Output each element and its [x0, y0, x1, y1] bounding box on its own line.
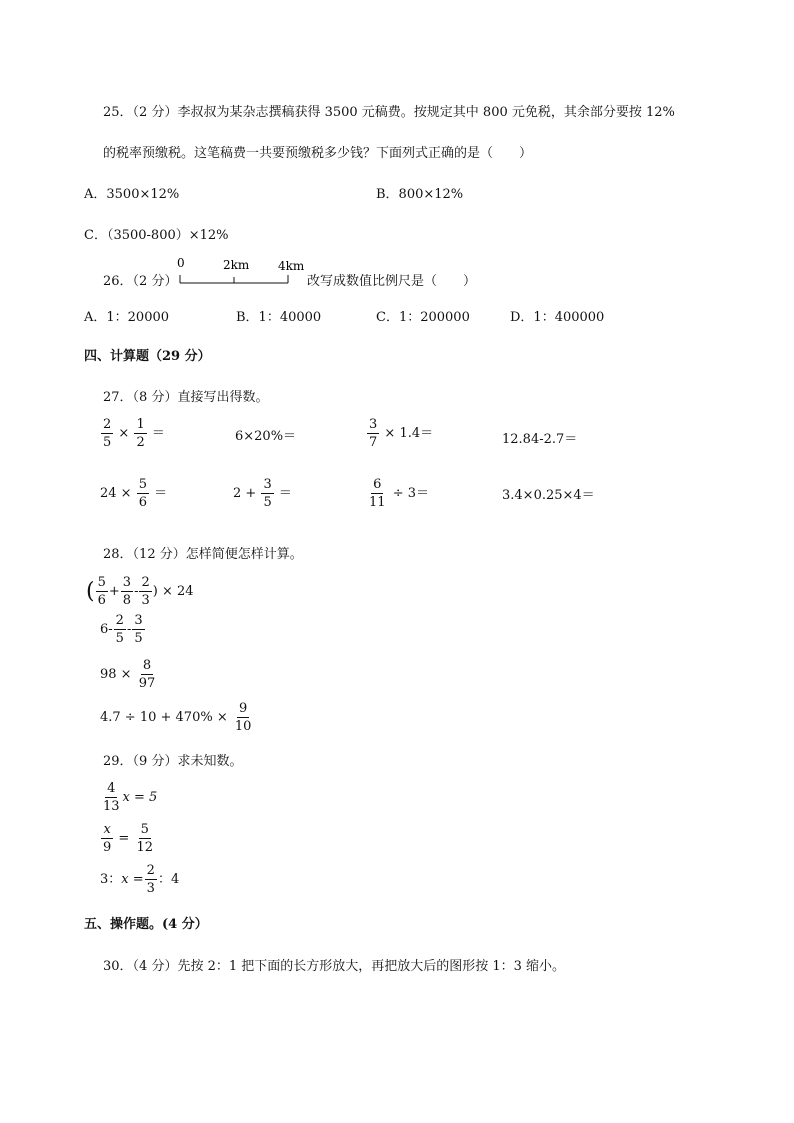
q27-expr-6: 2 + $\frac{3}{5}$ ＝ — [233, 477, 292, 510]
q30-text: 30．（4 分）先按 2：1 把下面的长方形放大，再把放大后的图形按 1：3 缩小。 — [103, 959, 566, 974]
q27-expr-3: $\frac{3}{7}$ × 1.4＝ — [369, 417, 434, 450]
q25-option-a: A．3500×12% — [84, 187, 180, 202]
q26-suffix: 改写成数值比例尺是（ ） — [307, 274, 477, 289]
q27-expr-7: $\frac{6}{11}$ ÷ 3＝ — [369, 477, 429, 510]
section-5-heading: 五、操作题。(4 分） — [84, 917, 208, 932]
q27-expr-4: 12.84-2.7＝ — [502, 432, 578, 447]
q26-option-b: B．1：40000 — [236, 310, 322, 325]
q28-expr-3: 98 × $\frac{8}{97}$ — [100, 658, 156, 691]
q27-expr-2: 6×20%＝ — [235, 429, 297, 444]
scale-label-4km: 4km — [278, 259, 305, 273]
q29-expr-1: $\frac{4}{13}$ x = 5 — [103, 781, 158, 814]
section-4-heading: 四、计算题（29 分） — [84, 349, 211, 364]
q25-line2: 的税率预缴税。这笔稿费一共要预缴税多少钱？下面列式正确的是（ ） — [103, 146, 533, 161]
q29-expr-3: 3：x = $\frac{2}{3}$ ：4 — [100, 863, 180, 896]
q29-expr-2: $\frac{x}{9}$ = $\frac{5}{12}$ — [103, 822, 154, 855]
q29-title: 29．（9 分）求未知数。 — [103, 754, 243, 769]
q25-option-c: C．（3500-800）×12% — [84, 228, 229, 243]
scale-label-2km: 2km — [223, 258, 250, 272]
q28-expr-2: 6- $\frac{2}{5}$ - $\frac{3}{5}$ — [100, 613, 143, 646]
q27-title: 27．（8 分）直接写出得数。 — [103, 390, 269, 405]
q26-prefix: 26．（2 分） — [103, 274, 178, 289]
scale-label-0: 0 — [177, 256, 185, 270]
q28-expr-1: ( $\frac{5}{6}$ + $\frac{3}{8}$ - $\frac{2}{3}$ ) × 24 — [86, 575, 194, 608]
q26-option-d: D．1：400000 — [510, 310, 605, 325]
q27-expr-1: $\frac{2}{5}$ × $\frac{1}{2}$ ＝ — [103, 417, 165, 450]
q25-line1: 25．（2 分）李叔叔为某杂志撰稿获得 3500 元稿费。按规定其中 800 元免税，其余部分要按 12% — [103, 105, 675, 120]
q25-option-b: B．800×12% — [376, 187, 464, 202]
q26-option-c: C．1：200000 — [376, 310, 470, 325]
q26-option-a: A．1：20000 — [84, 310, 170, 325]
q28-title: 28．（12 分）怎样简便怎样计算。 — [103, 547, 303, 562]
q27-expr-5: 24 × $\frac{5}{6}$ ＝ — [100, 477, 168, 510]
q28-expr-4: 4.7 ÷ 10 + 470% × $\frac{9}{10}$ — [100, 701, 252, 734]
q27-expr-8: 3.4×0.25×4＝ — [502, 488, 595, 503]
line-scale-figure — [174, 255, 308, 289]
